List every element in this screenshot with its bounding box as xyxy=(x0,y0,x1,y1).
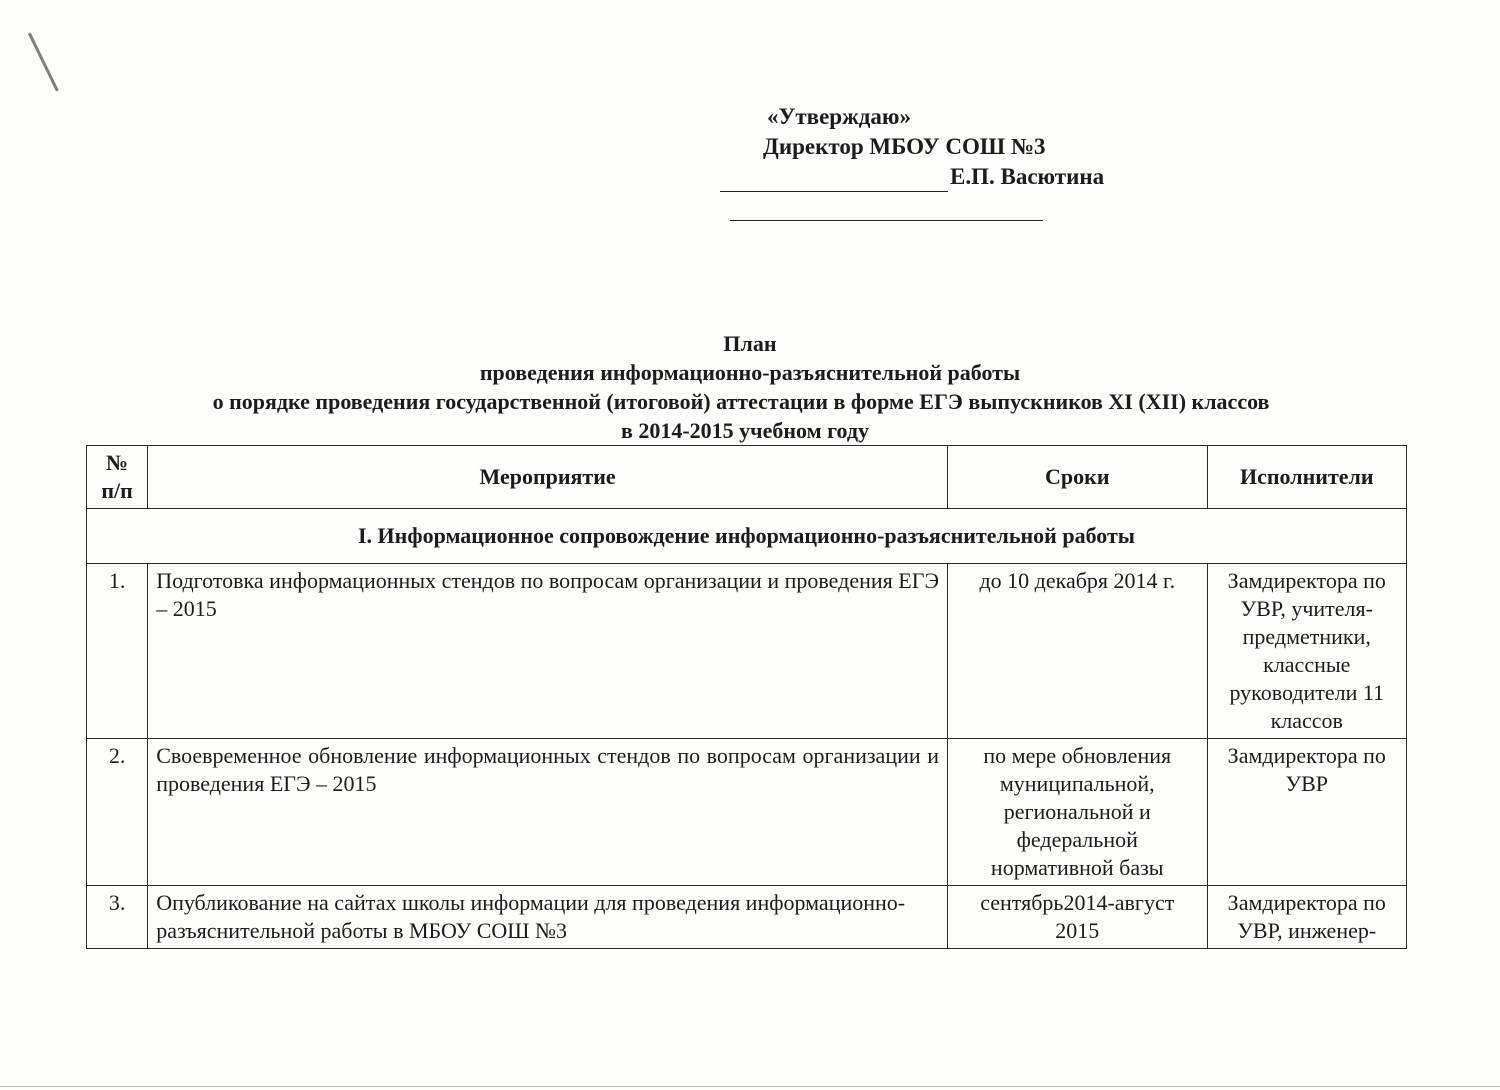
plan-subtitle-3: в 2014-2015 учебном году xyxy=(620,418,870,443)
table-row xyxy=(87,886,1407,949)
row-num: 3. xyxy=(87,886,148,949)
scan-mark xyxy=(28,33,59,92)
row-num: 1. xyxy=(87,564,148,739)
header-exec: Исполнители xyxy=(1207,446,1406,509)
row-term: по мере обновления муниципальной, региональной и федеральной нормативной базы xyxy=(947,739,1207,886)
approval-name: Е.П. Васютина xyxy=(950,164,1105,189)
header-event: Мероприятие xyxy=(148,446,948,509)
section-row xyxy=(87,509,1407,564)
plan-table xyxy=(86,445,1407,949)
row-exec: Замдиректора по УВР, инженер- xyxy=(1207,886,1406,949)
row-event: Опубликование на сайтах школы информации для проведения информационно-разъяснительной работы в МБОУ СОШ №3 xyxy=(148,886,948,949)
row-num: 2. xyxy=(87,739,148,886)
plan-subtitle-2: о порядке проведения государственной (итоговой) аттестации в форме ЕГЭ выпускников XI (XII) классов xyxy=(212,389,1270,414)
plan-subtitle-1: проведения информационно-разъяснительной работы xyxy=(479,360,1021,385)
page-edge xyxy=(0,1086,1500,1087)
table-row xyxy=(87,739,1407,886)
header-num: № п/п xyxy=(87,446,148,509)
table-header-row xyxy=(87,446,1407,509)
plan-title: План xyxy=(723,331,777,356)
plan-heading xyxy=(0,329,1500,445)
section-title: I. Информационное сопровождение информационно-разъяснительной работы xyxy=(87,509,1407,564)
date-line xyxy=(730,202,1043,221)
row-exec: Замдиректора по УВР, учителя-предметники, классные руководители 11 классов xyxy=(1207,564,1406,739)
row-event: Подготовка информационных стендов по вопросам организации и проведения ЕГЭ – 2015 xyxy=(148,564,948,739)
table-row xyxy=(87,564,1407,739)
approval-title: «Утверждаю» xyxy=(767,104,911,129)
row-event: Своевременное обновление информационных стендов по вопросам организации и проведения ЕГЭ – 2015 xyxy=(148,739,948,886)
approval-signature xyxy=(720,162,1140,192)
signature-line xyxy=(720,169,948,192)
row-term: до 10 декабря 2014 г. xyxy=(947,564,1207,739)
row-term: сентябрь2014-август 2015 xyxy=(947,886,1207,949)
approval-role: Директор МБОУ СОШ №3 xyxy=(763,134,1046,159)
row-exec: Замдиректора по УВР xyxy=(1207,739,1406,886)
header-term: Сроки xyxy=(947,446,1207,509)
approval-block xyxy=(720,102,1140,221)
